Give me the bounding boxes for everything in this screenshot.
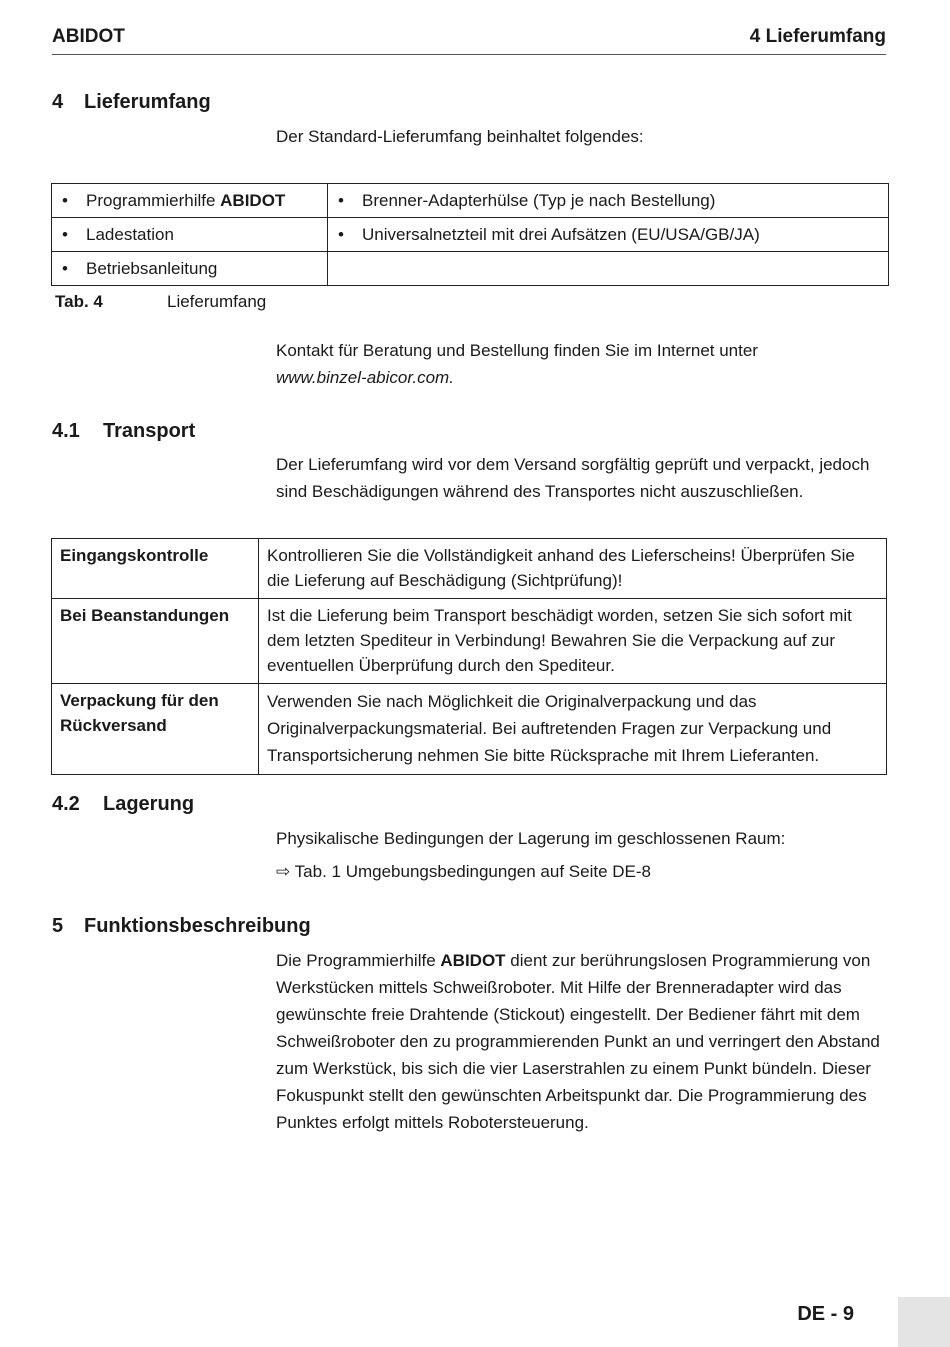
section-number: 5 bbox=[52, 915, 64, 937]
table-cell: • Programmierhilfe ABIDOT bbox=[52, 184, 328, 218]
delivery-scope-table bbox=[51, 183, 889, 286]
table-cell-empty bbox=[328, 252, 889, 286]
table-cell: • Brenner-Adapterhülse (Typ je nach Bestellung) bbox=[328, 184, 889, 218]
row-text: Kontrollieren Sie die Vollständigkeit anhand des Lieferscheins! Überprüfen Sie die Lieferung auf Beschädigung (Sichtprüfung)! bbox=[259, 539, 887, 599]
section-title: Funktionsbeschreibung bbox=[84, 915, 311, 937]
section-5-heading bbox=[52, 915, 311, 938]
table-row bbox=[52, 599, 887, 684]
section-title: Transport bbox=[103, 420, 196, 442]
table-row bbox=[52, 252, 889, 286]
header-doc-title: ABIDOT bbox=[52, 26, 125, 47]
contact-paragraph bbox=[276, 337, 891, 391]
transport-paragraph: Der Lieferumfang wird vor dem Versand sorgfältig geprüft und verpackt, jedoch sind Beschädigungen während des Transportes nicht auszuschließen. bbox=[276, 455, 870, 501]
storage-paragraph: Physikalische Bedingungen der Lagerung im geschlossenen Raum: bbox=[276, 829, 786, 848]
row-label: Bei Beanstandungen bbox=[52, 599, 259, 684]
text-segment: Die Programmierhilfe bbox=[276, 951, 441, 970]
row-text: Verwenden Sie nach Möglichkeit die Originalverpackung und das Originalverpackungsmaterial. Bei auftretenden Fragen zur Verpackung und Transportsicherung nehmen Sie bitte Rücksprache mit Ihrem Lieferanten. bbox=[259, 684, 887, 775]
table-row bbox=[52, 684, 887, 775]
arrow-right-icon: ⇨ bbox=[276, 862, 291, 881]
header-rule bbox=[52, 54, 886, 55]
table-row bbox=[52, 539, 887, 599]
caption-text: Lieferumfang bbox=[167, 292, 267, 311]
header-chapter-title: 4 Lieferumfang bbox=[749, 26, 886, 47]
section-number: 4.1 bbox=[52, 420, 80, 442]
row-label: Eingangskontrolle bbox=[52, 539, 259, 599]
section-4-1-heading bbox=[52, 420, 195, 443]
section-4-intro: Der Standard-Lieferumfang beinhaltet folgendes: bbox=[276, 127, 644, 146]
cell-text: Programmierhilfe bbox=[86, 190, 221, 210]
section-number: 4.2 bbox=[52, 793, 80, 815]
row-text: Ist die Lieferung beim Transport beschädigt worden, setzen Sie sich sofort mit dem letzten Spediteur in Verbindung! Bewahren Sie die Verpackung auf zur eventuellen Überprüfung durch den Spediteur. bbox=[259, 599, 887, 684]
table-row bbox=[52, 218, 889, 252]
section-title: Lagerung bbox=[103, 793, 195, 815]
section-number: 4 bbox=[52, 91, 64, 113]
caption-label: Tab. 4 bbox=[55, 292, 103, 311]
table-cell: • Universalnetzteil mit drei Aufsätzen (EU/USA/GB/JA) bbox=[328, 218, 889, 252]
cross-reference-text: Tab. 1 Umgebungsbedingungen auf Seite DE-8 bbox=[294, 862, 651, 881]
cell-text: Universalnetzteil mit drei Aufsätzen (EU/USA/GB/JA) bbox=[362, 224, 760, 244]
row-label: Verpackung für den Rückversand bbox=[52, 684, 259, 775]
transport-table bbox=[51, 538, 887, 775]
section-4-2-heading bbox=[52, 793, 194, 816]
table-cell: • Betriebsanleitung bbox=[52, 252, 328, 286]
table-caption bbox=[55, 292, 266, 312]
thumb-index-tab bbox=[898, 1297, 950, 1347]
cell-text: Brenner-Adapterhülse (Typ je nach Bestellung) bbox=[362, 190, 716, 210]
cell-text: Ladestation bbox=[86, 224, 174, 244]
cell-text: Betriebsanleitung bbox=[86, 258, 218, 278]
page-number: DE - 9 bbox=[797, 1303, 854, 1325]
text-segment: dient zur berührungslosen Programmierung von Werkstücken mittels Schweißroboter. Mit Hilfe der Brenneradapter wird das gewünschte freie Drahtende (Stickout) eingestellt. Der Bediener fährt mit dem Schweißroboter den zu programmierenden Punkt an und verringert den Abstand zum Werkstück, bis sich die vier Laserstrahlen zu einem Punkt bündeln. Dieser Fokuspunkt stellt den gewünschten Arbeitspunkt dar. Die Programmierung des Punktes erfolgt mittels Robotersteuerung. bbox=[276, 951, 880, 1132]
product-name: ABIDOT bbox=[220, 190, 286, 210]
section-title: Lieferumfang bbox=[84, 91, 211, 113]
cross-reference[interactable] bbox=[276, 858, 891, 885]
function-description-paragraph bbox=[276, 947, 891, 1136]
table-cell: • Ladestation bbox=[52, 218, 328, 252]
website-link[interactable]: www.binzel-abicor.com. bbox=[276, 368, 454, 387]
contact-text: Kontakt für Beratung und Bestellung finden Sie im Internet unter bbox=[276, 341, 758, 360]
table-row bbox=[52, 184, 889, 218]
section-4-heading bbox=[52, 91, 211, 114]
product-name: ABIDOT bbox=[440, 951, 506, 970]
